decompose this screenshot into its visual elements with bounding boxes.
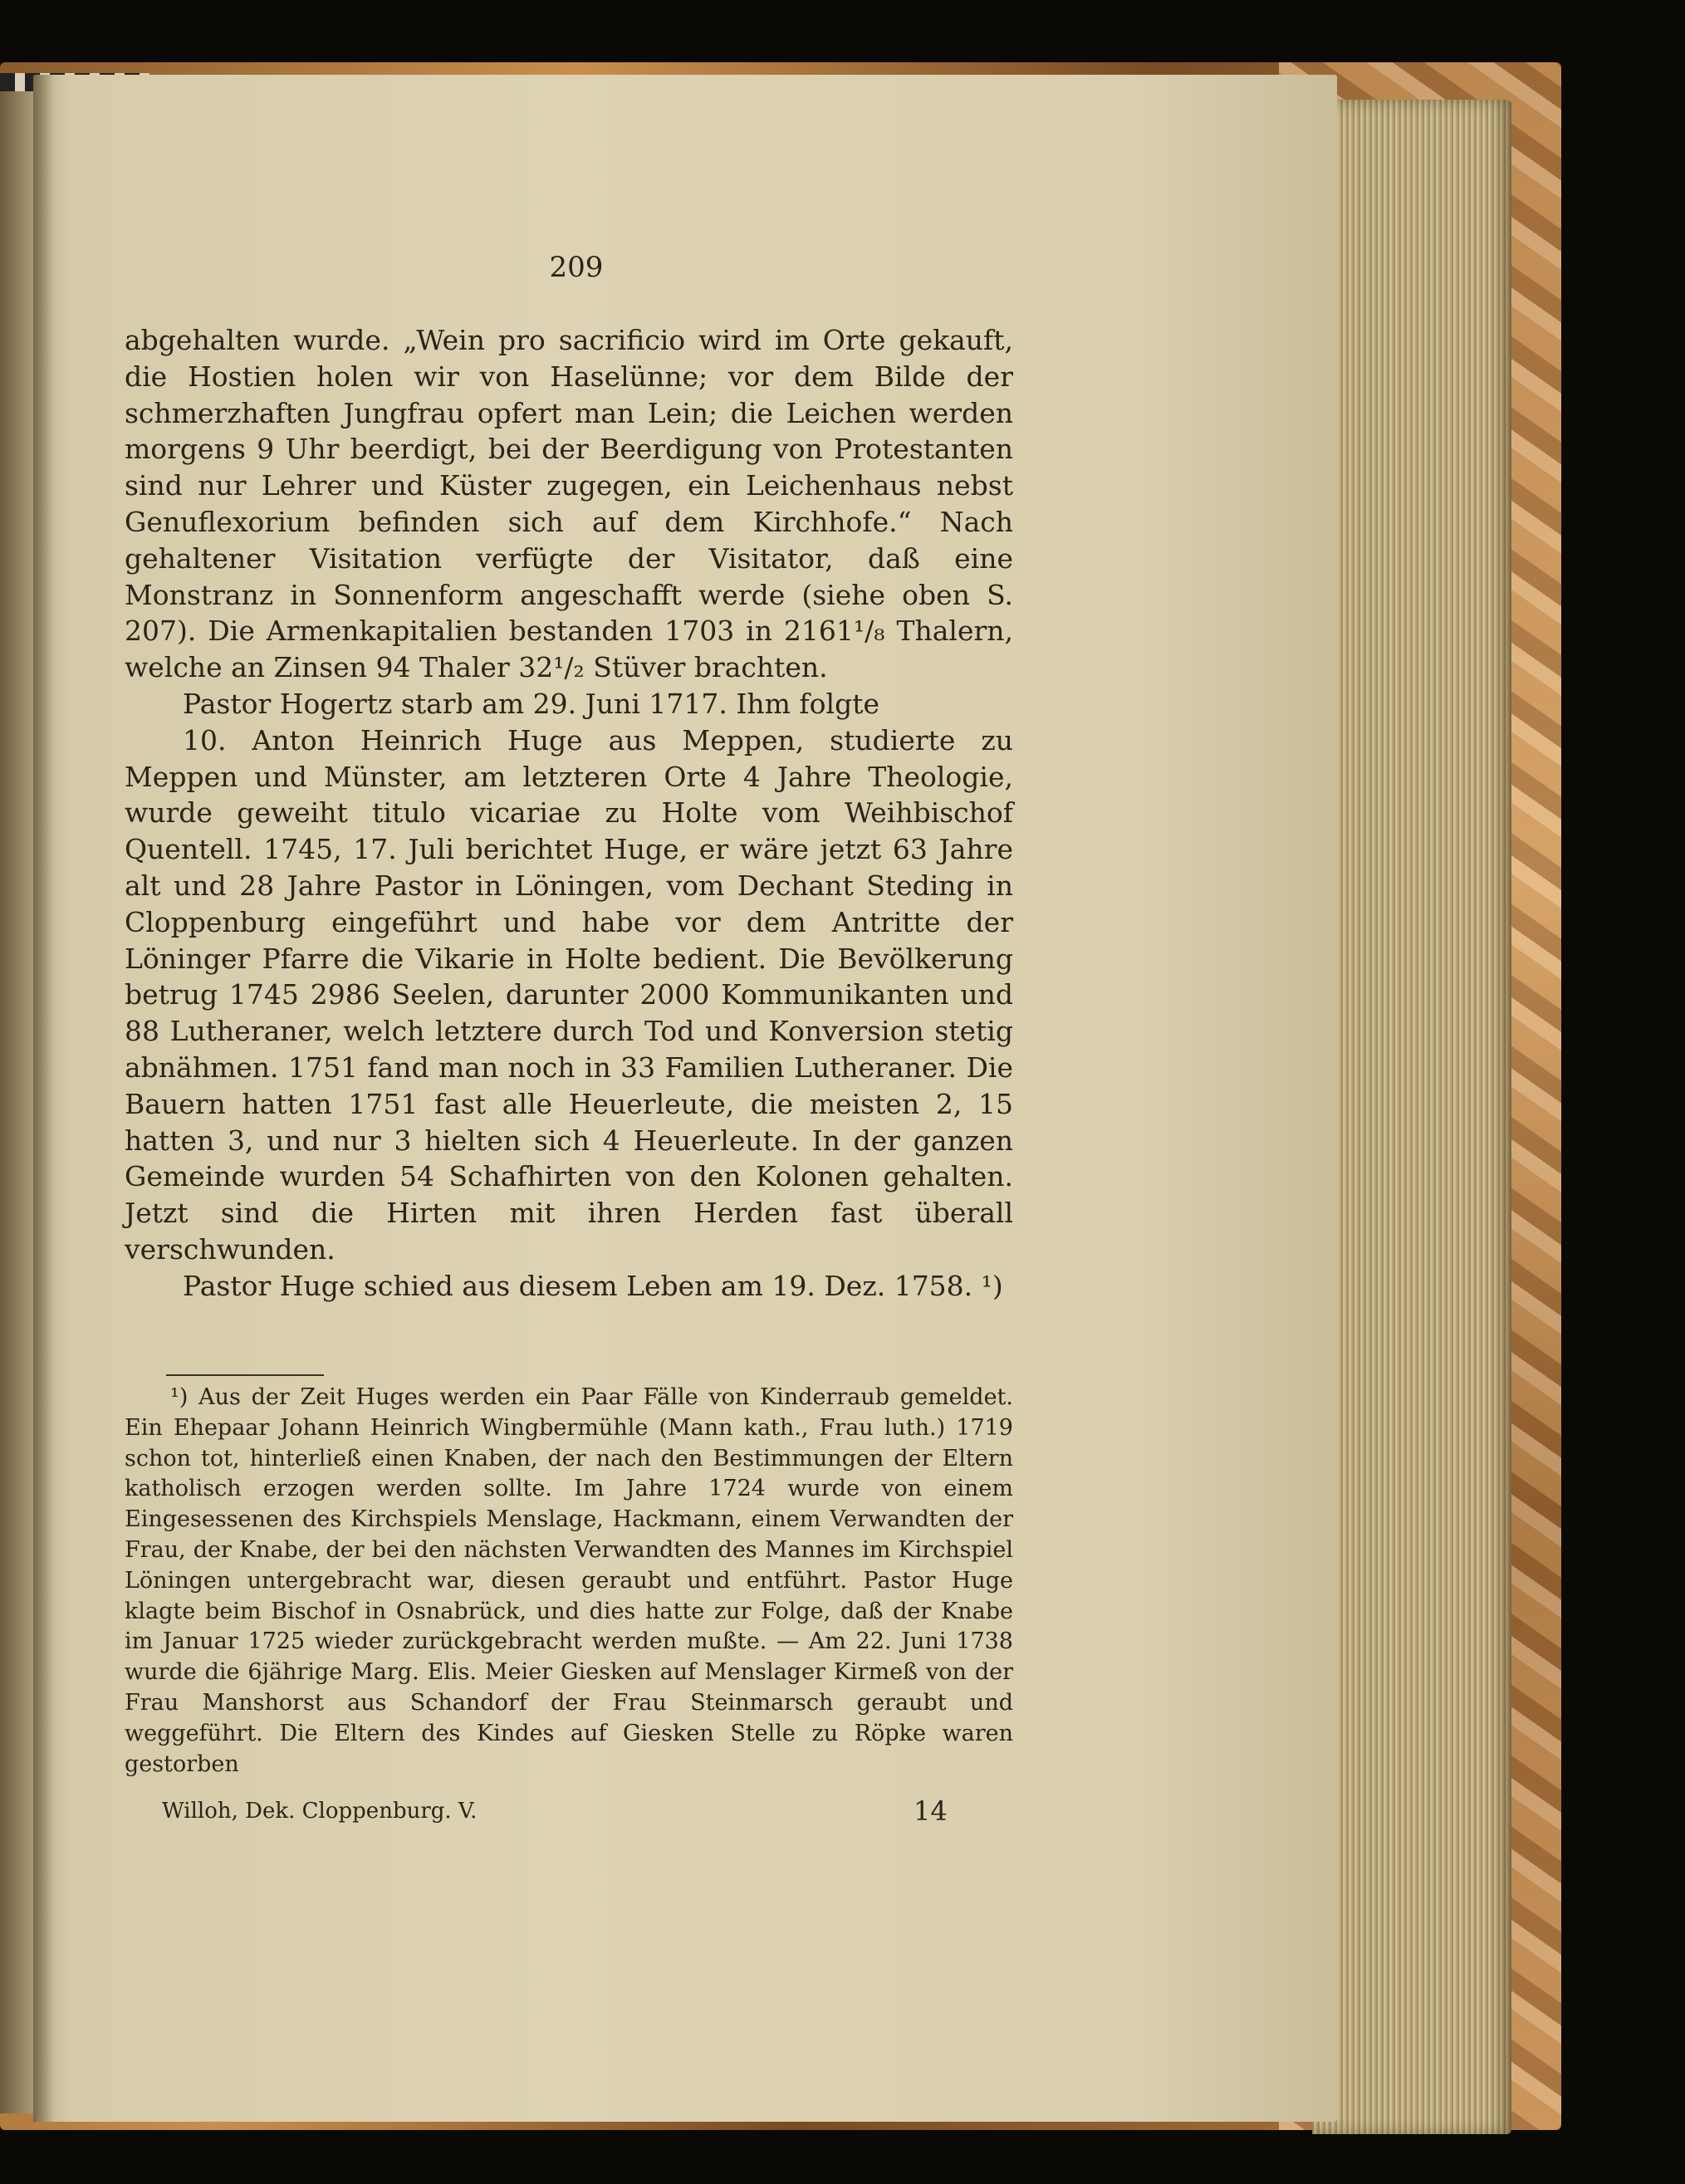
- paragraph: abgehalten wurde. „Wein pro sacrificio wird im Orte gekauft, die Hostien holen wir von Haselünne; vor dem Bilde der schmerzhaften Jungfrau opfert man Lein; die Leichen werden morgens 9 Uhr beerdigt, bei der Beerdigung von Protestanten sind nur Lehrer und Küster zugegen, ein Leichenhaus nebst Genuflexorium befinden sich auf dem Kirchhofe.“ Nach gehaltener Visitation verfügte der Visitator, daß eine Monstranz in Sonnenform angeschafft werde (siehe oben S. 207). Die Armenkapitalien bestanden 1703 in 2161¹/₈ Thalern, welche an Zinsen 94 Thaler 32¹/₂ Stüver brachten.: [125, 324, 1013, 684]
- paragraph: Pastor Hogertz starb am 29. Juni 1717. Ihm folgte: [183, 687, 879, 720]
- body-text: [125, 322, 1013, 1305]
- footnote-rule: [166, 1374, 324, 1376]
- paragraph: 10. Anton Heinrich Huge aus Meppen, studierte zu Meppen und Münster, am letzteren Orte 4 Jahre Theologie, wurde geweiht titulo vicariae zu Holte vom Weihbischof Quentell. 1745, 17. Juli berichtet Huge, er wäre jetzt 63 Jahre alt und 28 Jahre Pastor in Löningen, vom Dechant Steding in Cloppenburg eingeführt und habe vor dem Antritte der Löninger Pfarre die Vikarie in Holte bedient. Die Bevölkerung betrug 1745 2986 Seelen, darunter 2000 Kommunikanten und 88 Lutheraner, welch letztere durch Tod und Konversion stetig abnähmen. 1751 fand man noch in 33 Familien Lutheraner. Die Bauern hatten 1751 fast alle Heuerleute, die meisten 2, 15 hatten 3, und nur 3 hielten sich 4 Heuerleute. In der ganzen Gemeinde wurden 54 Schafhirten von den Kolonen gehalten. Jetzt sind die Hirten mit ihren Herden fast überall verschwunden.: [125, 723, 1013, 1266]
- footnote-text: ¹) Aus der Zeit Huges werden ein Paar Fälle von Kinderraub gemeldet. Ein Ehepaar Johann Heinrich Wingbermühle (Mann kath., Frau luth.) 1719 schon tot, hinterließ einen Knaben, der nach den Bestimmungen der Eltern katholisch erzogen werden sollte. Im Jahre 1724 wurde von einem Eingesessenen des Kirchspiels Menslage, Hackmann, einem Verwandten der Frau, der Knabe, der bei den nächsten Verwandten des Mannes im Kirchspiel Löningen untergebracht war, diesen geraubt und entführt. Pastor Huge klagte beim Bischof in Osnabrück, und dies hatte zur Folge, daß der Knabe im Januar 1725 wieder zurückgebracht werden mußte. — Am 22. Juni 1738 wurde die 6jährige Marg. Elis. Meier Giesken auf Menslager Kirmeß von der Frau Manshorst aus Schandorf der Frau Steinmarsch geraubt und weggeführt. Die Eltern des Kindes auf Giesken Stelle zu Röpke waren gestorben: [125, 1384, 1013, 1777]
- spine-shadow: [33, 75, 54, 2122]
- signature-line: Willoh, Dek. Cloppenburg. V.: [162, 1799, 478, 1824]
- left-page-edge: [0, 79, 33, 2113]
- page-block-edges: [1312, 100, 1511, 2134]
- sheet-number: 14: [914, 1795, 948, 1827]
- paragraph: Pastor Huge schied aus diesem Leben am 19. Dez. 1758. ¹): [183, 1269, 1003, 1302]
- footnote: [125, 1383, 1013, 1780]
- page-number: 209: [549, 251, 604, 284]
